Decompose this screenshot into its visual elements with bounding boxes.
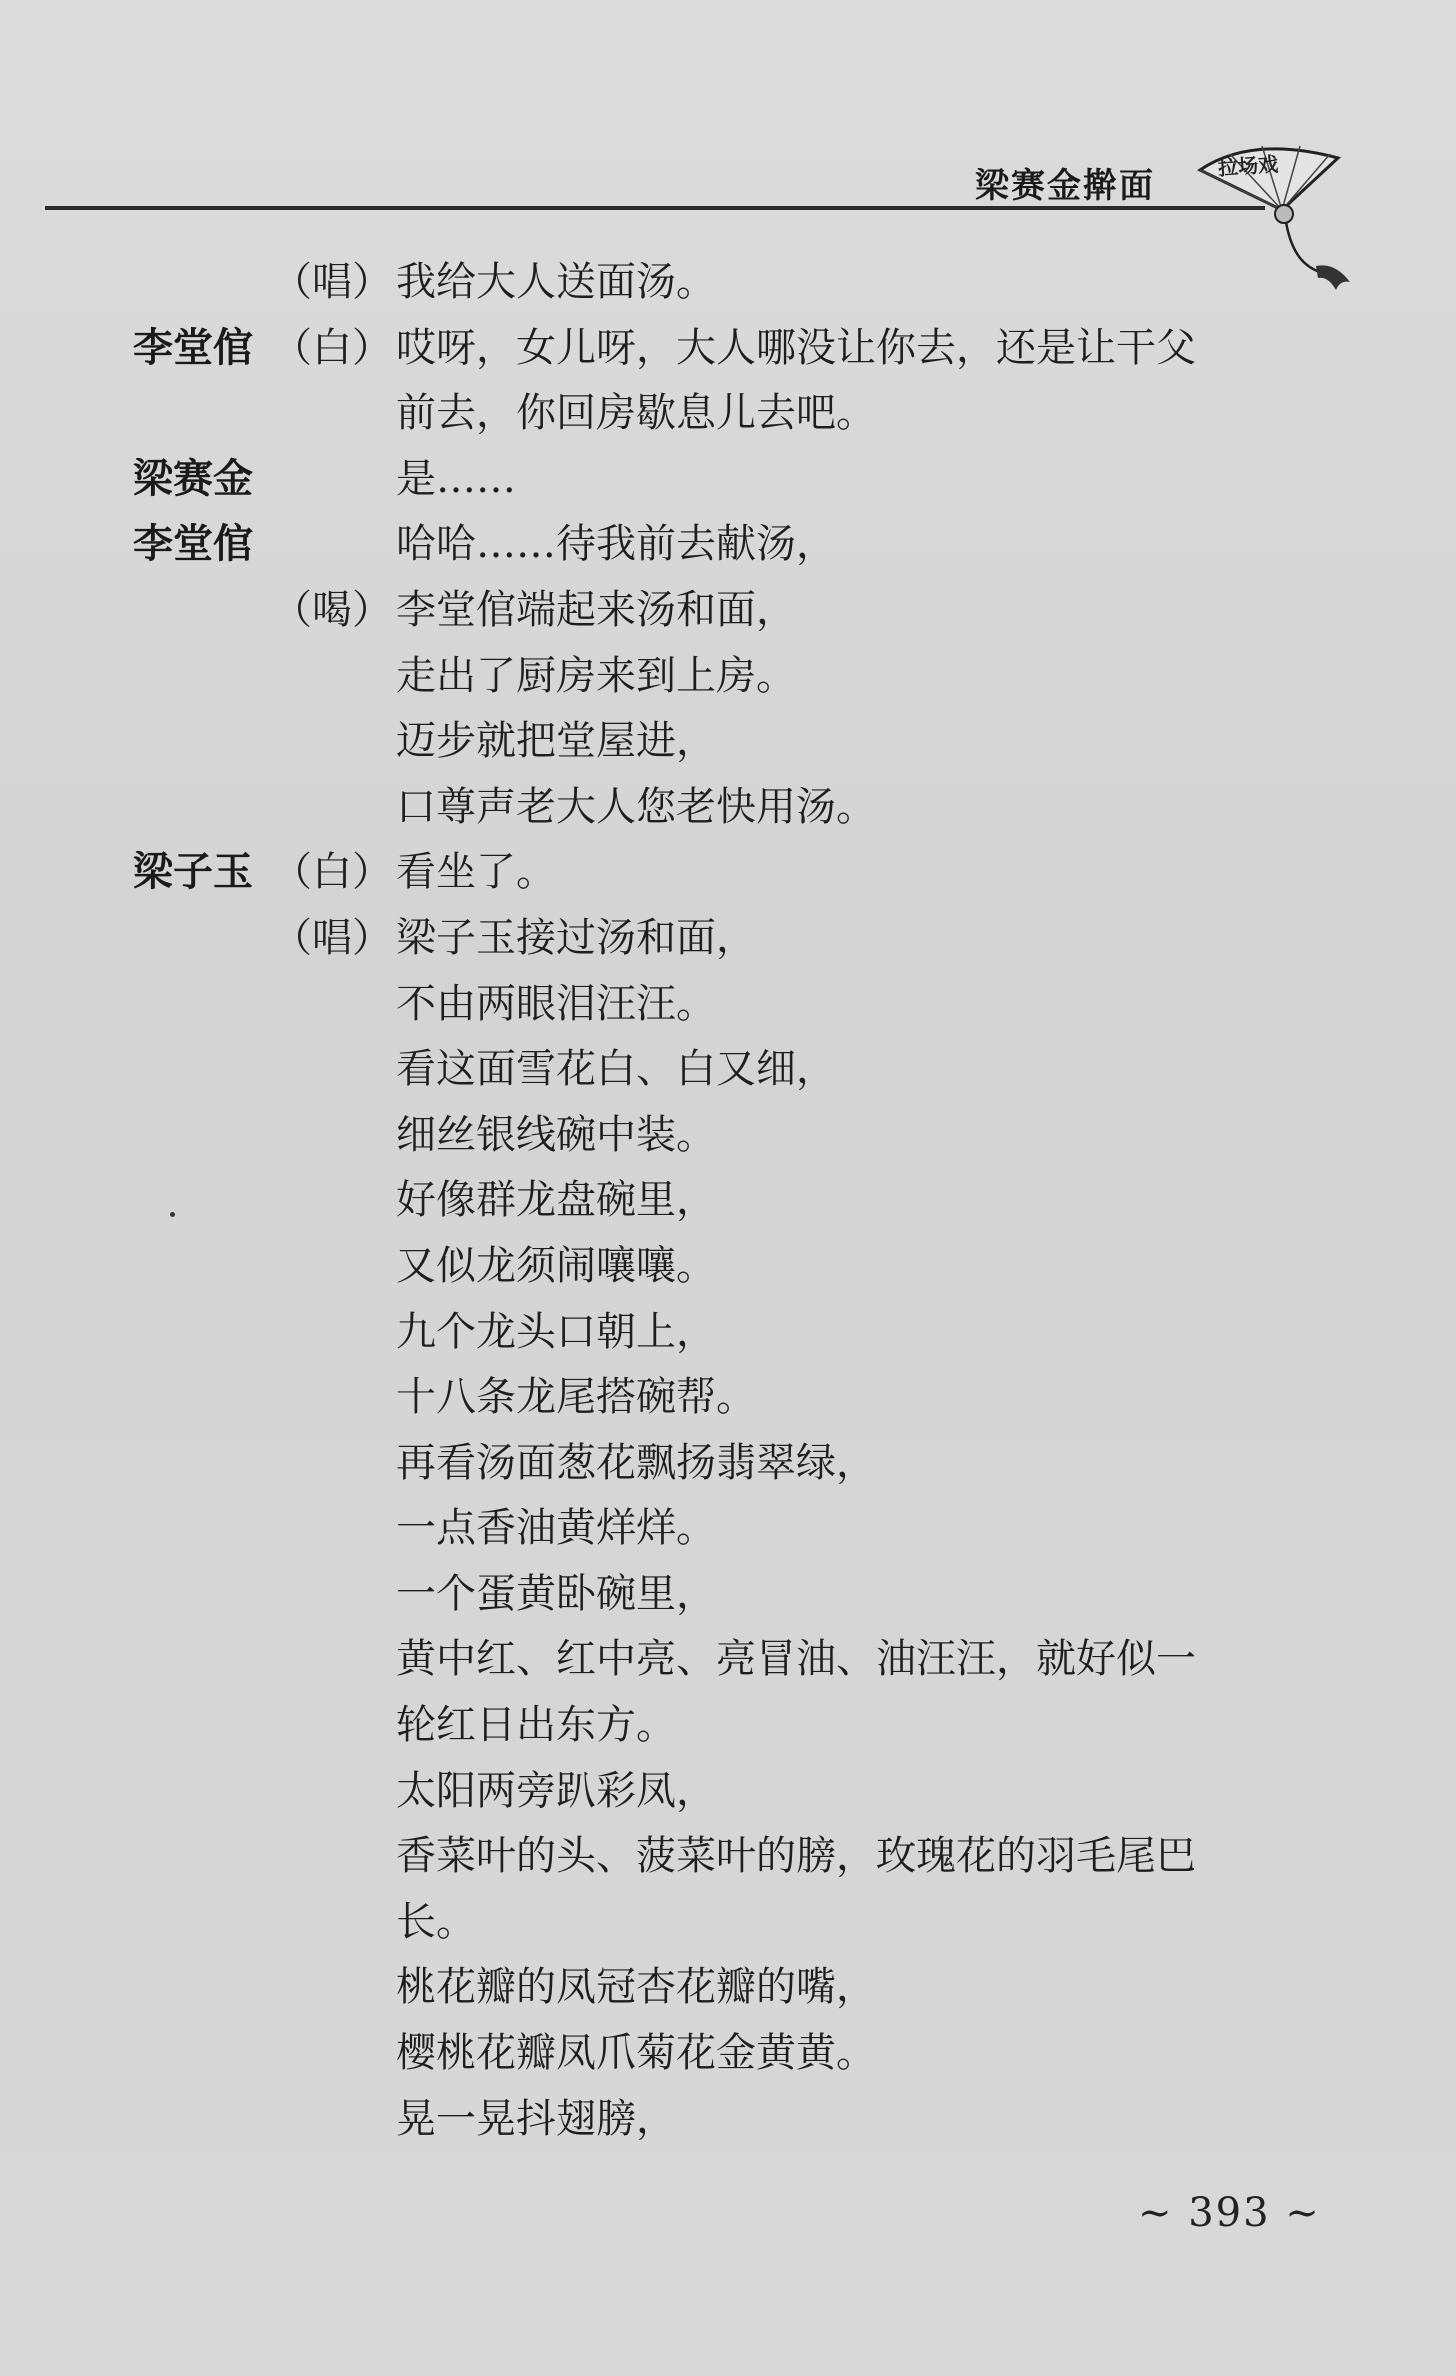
line-text: 轮红日出东方。 xyxy=(396,1702,676,1749)
line-text: 晃一晃抖翅膀， xyxy=(396,2095,676,2142)
line-text: 哎呀，女儿呀，大人哪没让你去，还是让干父 xyxy=(396,324,1196,371)
script-line xyxy=(0,1693,1456,1759)
script-line xyxy=(0,906,1456,972)
script-line xyxy=(0,1562,1456,1628)
stage-direction: （唱） xyxy=(272,914,392,961)
script-line xyxy=(0,250,1456,316)
script-line xyxy=(0,316,1456,382)
script-line xyxy=(0,1824,1456,1890)
script-line xyxy=(0,1890,1456,1956)
line-text: 香菜叶的头、菠菜叶的膀，玫瑰花的羽毛尾巴 xyxy=(396,1833,1196,1880)
header-divider xyxy=(45,206,1265,210)
script-line xyxy=(0,775,1456,841)
print-speck xyxy=(170,1212,175,1217)
line-text: 走出了厨房来到上房。 xyxy=(396,652,796,699)
line-text: 不由两眼泪汪汪。 xyxy=(396,980,716,1027)
script-line xyxy=(0,840,1456,906)
line-text: 好像群龙盘碗里， xyxy=(396,1177,716,1224)
line-text: 我给大人送面汤。 xyxy=(396,259,716,305)
script-line xyxy=(0,1496,1456,1562)
line-text: 迈步就把堂屋进， xyxy=(396,718,716,765)
line-text: 李堂倌端起来汤和面， xyxy=(396,586,796,633)
script-line xyxy=(0,1365,1456,1431)
line-text: 黄中红、红中亮、亮冒油、油汪汪，就好似一 xyxy=(396,1636,1196,1683)
script-line xyxy=(0,1234,1456,1300)
line-text: 再看汤面葱花飘扬翡翠绿， xyxy=(396,1439,876,1486)
stage-direction: （喝） xyxy=(272,586,392,633)
fan-badge-label: 拉场戏 xyxy=(1217,151,1279,181)
line-text: 十八条龙尾搭碗帮。 xyxy=(396,1374,756,1421)
script-body xyxy=(0,250,1456,2152)
line-text: 长。 xyxy=(396,1898,476,1945)
line-text: 看坐了。 xyxy=(396,849,556,896)
script-line xyxy=(0,1168,1456,1234)
line-text: 哈哈……待我前去献汤， xyxy=(396,521,836,568)
line-text: 太阳两旁趴彩凤， xyxy=(396,1767,716,1814)
line-text: 一点香油黄烊烊。 xyxy=(396,1505,716,1552)
line-text: 口尊声老大人您老快用汤。 xyxy=(396,783,876,830)
script-line xyxy=(0,381,1456,447)
script-line xyxy=(0,1431,1456,1497)
script-line xyxy=(0,2021,1456,2087)
script-line xyxy=(0,1759,1456,1825)
script-line xyxy=(0,1955,1456,2021)
line-text: 梁子玉接过汤和面， xyxy=(396,914,756,961)
script-line xyxy=(0,2087,1456,2153)
script-line xyxy=(0,1627,1456,1693)
script-line xyxy=(0,1037,1456,1103)
script-line xyxy=(0,1103,1456,1169)
running-header-title: 梁赛金擀面 xyxy=(975,166,1155,206)
script-line xyxy=(0,1300,1456,1366)
line-text: 九个龙头口朝上， xyxy=(396,1308,716,1355)
line-text: 看这面雪花白、白又细， xyxy=(396,1046,836,1093)
line-text: 桃花瓣的凤冠杏花瓣的嘴， xyxy=(396,1964,876,2011)
speaker: 梁子玉 xyxy=(133,849,253,896)
script-line xyxy=(0,512,1456,578)
script-line xyxy=(0,972,1456,1038)
line-text: 樱桃花瓣凤爪菊花金黄黄。 xyxy=(396,2030,876,2077)
script-line xyxy=(0,644,1456,710)
stage-direction: （白） xyxy=(272,849,392,896)
speaker: 李堂倌 xyxy=(133,324,253,371)
script-line xyxy=(0,709,1456,775)
page-number: ~ 393 ~ xyxy=(1138,2190,1321,2236)
stage-direction: （唱） xyxy=(272,259,392,305)
script-line xyxy=(0,447,1456,513)
line-text: 前去，你回房歇息儿去吧。 xyxy=(396,390,876,437)
stage-direction: （白） xyxy=(272,324,392,371)
speaker: 李堂倌 xyxy=(133,521,253,568)
line-text: 是…… xyxy=(396,455,516,502)
line-text: 细丝银线碗中装。 xyxy=(396,1111,716,1158)
script-line xyxy=(0,578,1456,644)
speaker: 梁赛金 xyxy=(133,455,253,502)
line-text: 一个蛋黄卧碗里， xyxy=(396,1570,716,1617)
line-text: 又似龙须闹嚷嚷。 xyxy=(396,1242,716,1289)
